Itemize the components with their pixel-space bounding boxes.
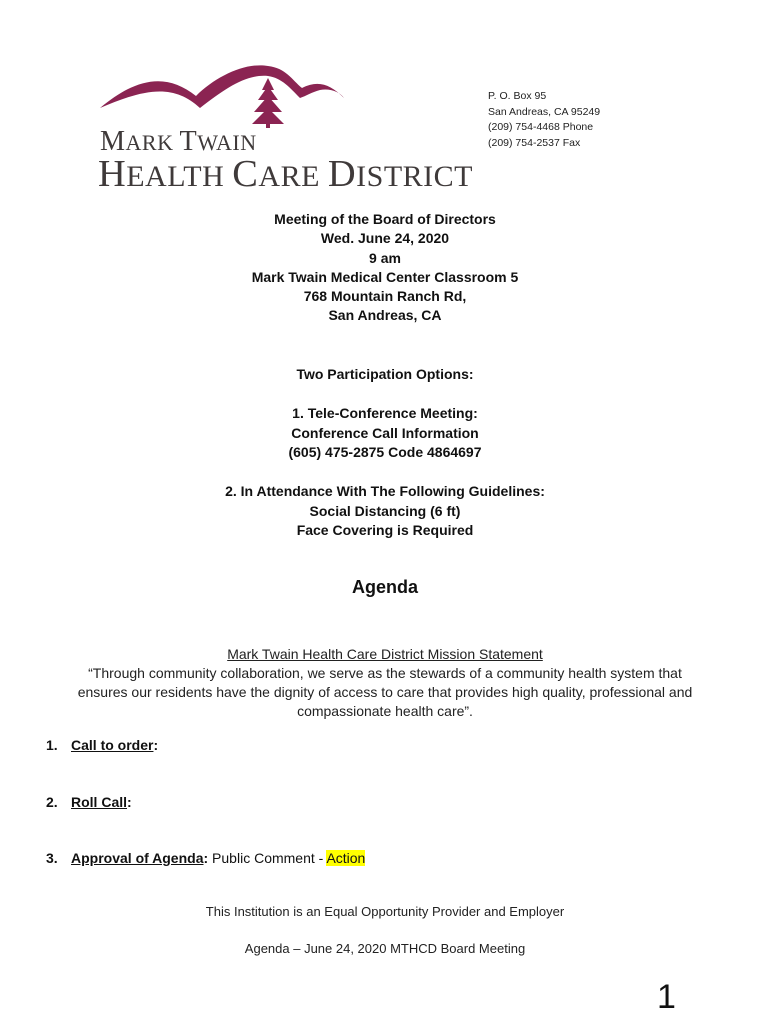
participation-options-title [0, 366, 770, 382]
agenda-item-number: 2. [46, 794, 58, 810]
fax-number: (209) 754-2537 Fax [488, 136, 581, 149]
agenda-item-label: Roll Call [71, 794, 128, 810]
agenda-item-description: Public Comment - [208, 850, 327, 866]
option-teleconference [0, 404, 770, 463]
agenda-item-call-to-order [46, 737, 158, 753]
meeting-date: Wed. June 24, 2020 [320, 230, 450, 247]
option2-title: 2. In Attendance With The Following Guidelines: [225, 483, 545, 499]
meeting-location: Mark Twain Medical Center Classroom 5 [251, 268, 519, 285]
option2-social-distancing: Social Distancing (6 ft) [309, 502, 461, 519]
agenda-item-colon: : [127, 794, 132, 810]
phone-number: (209) 754-4468 Phone [488, 121, 594, 134]
district-logo [96, 58, 473, 195]
agenda-item-colon: : [153, 737, 159, 753]
mission-title: Mark Twain Health Care District Mission Statement [227, 646, 543, 662]
meeting-time: 9 am [369, 249, 401, 266]
po-box: P. O. Box 95 [488, 90, 547, 102]
agenda-item-label: Approval of Agenda [71, 850, 204, 866]
city-zip: San Andreas, CA 95249 [488, 105, 601, 118]
agenda-item-number: 1. [46, 737, 58, 753]
agenda-item-approval-of-agenda [46, 850, 365, 866]
agenda-item-roll-call [46, 794, 132, 810]
option1-phone-code: (605) 475-2875 Code 4864697 [288, 444, 482, 460]
option1-conference-info: Conference Call Information [291, 424, 479, 441]
logo-text-mark-twain: MARK TWAIN [100, 126, 257, 157]
mission-line-2: ensures our residents have the dignity of access to care that provides high quality, professional and [77, 684, 693, 700]
agenda-item-colon: : [203, 850, 209, 866]
equal-opportunity-notice: This Institution is an Equal Opportunity Provider and Employer [205, 904, 565, 919]
meeting-address: 768 Mountain Ranch Rd, [303, 288, 467, 305]
option2-face-covering: Face Covering is Required [296, 522, 474, 538]
agenda-heading: Agenda [351, 577, 418, 597]
meeting-city: San Andreas, CA [328, 307, 442, 324]
mission-line-1: “Through community collaboration, we serve as the stewards of a community health system that [88, 665, 682, 681]
action-highlight: Action [326, 850, 366, 866]
meeting-details [0, 210, 770, 326]
mission-line-3: compassionate health care”. [297, 703, 473, 719]
agenda-item-label: Call to order [71, 737, 154, 753]
logo-text-health-care-district: HEALTH CARE DISTRICT [98, 153, 473, 195]
mountain-tree-logo-icon [96, 58, 436, 128]
mission-statement [0, 645, 770, 721]
page-number: 1 [657, 978, 676, 1016]
option-in-attendance [0, 482, 770, 541]
contact-info [488, 89, 600, 151]
meeting-title: Meeting of the Board of Directors [274, 211, 496, 227]
participation-title-text: Two Participation Options: [296, 366, 474, 382]
agenda-item-number: 3. [46, 850, 58, 866]
agenda-footer-caption: Agenda – June 24, 2020 MTHCD Board Meeting [244, 941, 526, 956]
option1-title: 1. Tele-Conference Meeting: [292, 405, 478, 421]
